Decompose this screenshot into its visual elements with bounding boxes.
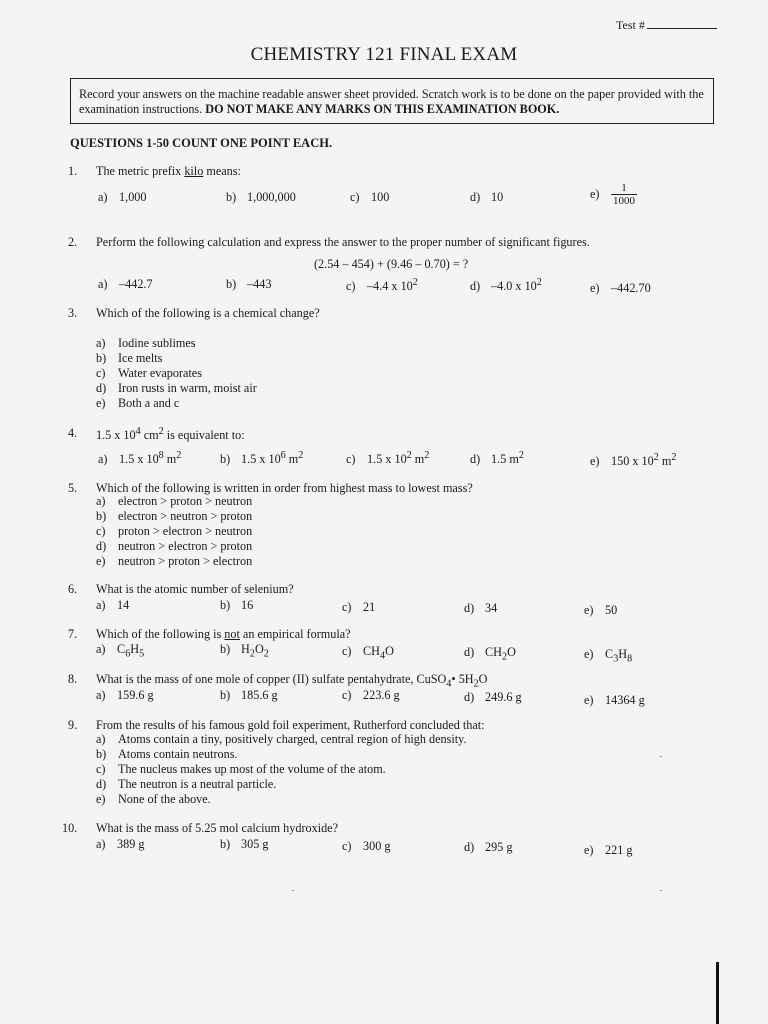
option-a: a) 1,000 bbox=[98, 190, 147, 204]
option-d: d) 10 bbox=[470, 190, 504, 204]
question-number: 6. bbox=[68, 582, 78, 596]
option-c: c) $CH_4O$ bbox=[342, 644, 394, 662]
options-row bbox=[96, 688, 708, 707]
option-d: d) The neutron is a neutral particle. bbox=[96, 777, 277, 791]
option-c: c) The nucleus makes up most of the volume of the atom. bbox=[96, 762, 386, 776]
question-text: What is the atomic number of selenium? bbox=[96, 582, 294, 596]
option-e: e) $C_3H_8$ bbox=[584, 647, 633, 665]
option-e: e) None of the above. bbox=[96, 792, 211, 806]
option-e: e) 50 bbox=[584, 603, 618, 617]
scan-edge-mark bbox=[716, 962, 719, 1024]
option-d: d) 249.6 g bbox=[464, 690, 522, 704]
question-text: What is the mass of one mole of copper (II) sulfate pentahydrate, CuSO$_4$• $5H_2O$ bbox=[96, 672, 488, 690]
option-e: e) 221 g bbox=[584, 843, 633, 857]
instructions-text: Record your answers on the machine readable answer sheet provided. Scratch work is to be done on the paper provided with the examination instructions. bbox=[79, 87, 704, 116]
option-b: b) Ice melts bbox=[96, 351, 163, 365]
option-a: a) 14 bbox=[96, 598, 130, 612]
option-d: d) $CH_2O$ bbox=[464, 645, 516, 663]
question-number: 8. bbox=[68, 672, 78, 686]
question-text: From the results of his famous gold foil experiment, Rutherford concluded that: bbox=[96, 718, 485, 732]
question-number: 10. bbox=[62, 821, 78, 835]
question-text: What is the mass of 5.25 mol calcium hydroxide? bbox=[96, 821, 339, 835]
test-number-field bbox=[616, 18, 717, 33]
question-text: Which of the following is written in order from highest mass to lowest mass? bbox=[96, 481, 473, 495]
question-number: 9. bbox=[68, 718, 78, 732]
option-b: b) 16 bbox=[220, 598, 254, 612]
question-text: Perform the following calculation and express the answer to the proper number of significant figures. bbox=[96, 235, 590, 249]
option-c: c) 300 g bbox=[342, 839, 391, 853]
question-text: The metric prefix kilo means: bbox=[96, 164, 241, 178]
option-c: c) 223.6 g bbox=[342, 688, 400, 702]
scan-speck bbox=[660, 756, 662, 757]
option-a: a) Iodine sublimes bbox=[96, 336, 196, 350]
option-e: e) –442.70 bbox=[590, 281, 651, 295]
option-e: e) 14364 g bbox=[584, 693, 645, 707]
options-list bbox=[96, 336, 257, 411]
options-row bbox=[96, 598, 708, 617]
option-e: e) $\frac{1}{1000}$ bbox=[590, 182, 636, 207]
option-b: b) 185.6 g bbox=[220, 688, 278, 702]
option-a: a) electron > proton > neutron bbox=[96, 494, 253, 508]
options-row bbox=[98, 182, 708, 207]
option-e: e) Both a and c bbox=[96, 396, 180, 410]
option-c: c) 100 bbox=[350, 190, 390, 204]
test-number-label: Test # bbox=[616, 18, 645, 32]
option-a: a) –442.7 bbox=[98, 277, 153, 291]
instructions-box bbox=[70, 78, 714, 124]
options-row bbox=[98, 277, 708, 293]
option-b: b) electron > neutron > proton bbox=[96, 509, 253, 523]
option-d: d) neutron > electron > proton bbox=[96, 539, 253, 553]
option-b: b) 305 g bbox=[220, 837, 269, 851]
option-a: a) $C_6H_5$ bbox=[96, 642, 145, 660]
question-text: Which of the following is not an empirical formula? bbox=[96, 627, 351, 641]
exam-title: CHEMISTRY 121 FINAL EXAM bbox=[250, 44, 518, 65]
question-number: 2. bbox=[68, 235, 78, 249]
option-a: a) 389 g bbox=[96, 837, 145, 851]
option-b: b) $H_2O_2$ bbox=[220, 642, 269, 660]
option-b: b) –443 bbox=[226, 277, 272, 291]
question-number: 1. bbox=[68, 164, 78, 178]
option-b: b) 1.5 x $10^6$ $m^2$ bbox=[220, 450, 304, 467]
option-c: c) Water evaporates bbox=[96, 366, 202, 380]
scan-speck bbox=[292, 890, 294, 891]
option-c: c) –4.4 x $10^2$ bbox=[346, 277, 418, 294]
option-d: d) 1.5 $m^2$ bbox=[470, 450, 524, 467]
options-row bbox=[96, 642, 708, 665]
question-text: Which of the following is a chemical change? bbox=[96, 306, 320, 320]
option-a: a) Atoms contain a tiny, positively charged, central region of high density. bbox=[96, 732, 467, 746]
option-d: d) Iron rusts in warm, moist air bbox=[96, 381, 257, 395]
options-list bbox=[96, 732, 467, 807]
options-list bbox=[96, 494, 252, 569]
option-b: b) Atoms contain neutrons. bbox=[96, 747, 238, 761]
option-d: d) –4.0 x $10^2$ bbox=[470, 277, 542, 294]
option-e: e) neutron > proton > electron bbox=[96, 554, 253, 568]
instructions-warning: DO NOT MAKE ANY MARKS ON THIS EXAMINATION BOOK. bbox=[205, 102, 560, 116]
test-number-blank bbox=[647, 18, 717, 29]
option-c: c) proton > electron > neutron bbox=[96, 524, 253, 538]
option-c: c) 21 bbox=[342, 600, 376, 614]
options-row bbox=[98, 450, 708, 469]
option-d: d) 295 g bbox=[464, 840, 513, 854]
option-c: c) 1.5 x $10^2$ $m^2$ bbox=[346, 450, 430, 467]
option-a: a) 159.6 g bbox=[96, 688, 154, 702]
section-heading: QUESTIONS 1-50 COUNT ONE POINT EACH. bbox=[70, 136, 333, 150]
option-e: e) 150 x $10^2$ $m^2$ bbox=[590, 452, 677, 469]
question-number: 5. bbox=[68, 481, 78, 495]
option-a: a) 1.5 x $10^8$ $m^2$ bbox=[98, 450, 182, 467]
question-text: 1.5 x $10^4$ $cm^2$ is equivalent to: bbox=[96, 426, 245, 443]
options-row bbox=[96, 837, 708, 857]
option-b: b) 1,000,000 bbox=[226, 190, 296, 204]
scan-speck bbox=[660, 890, 662, 891]
question-number: 4. bbox=[68, 426, 78, 440]
calculation-formula: (2.54 – 454) + (9.46 – 0.70) = ? bbox=[314, 257, 469, 271]
question-number: 3. bbox=[68, 306, 78, 320]
option-d: d) 34 bbox=[464, 601, 498, 615]
question-number: 7. bbox=[68, 627, 78, 641]
fraction: $\frac{1}{1000}$ bbox=[613, 182, 636, 207]
